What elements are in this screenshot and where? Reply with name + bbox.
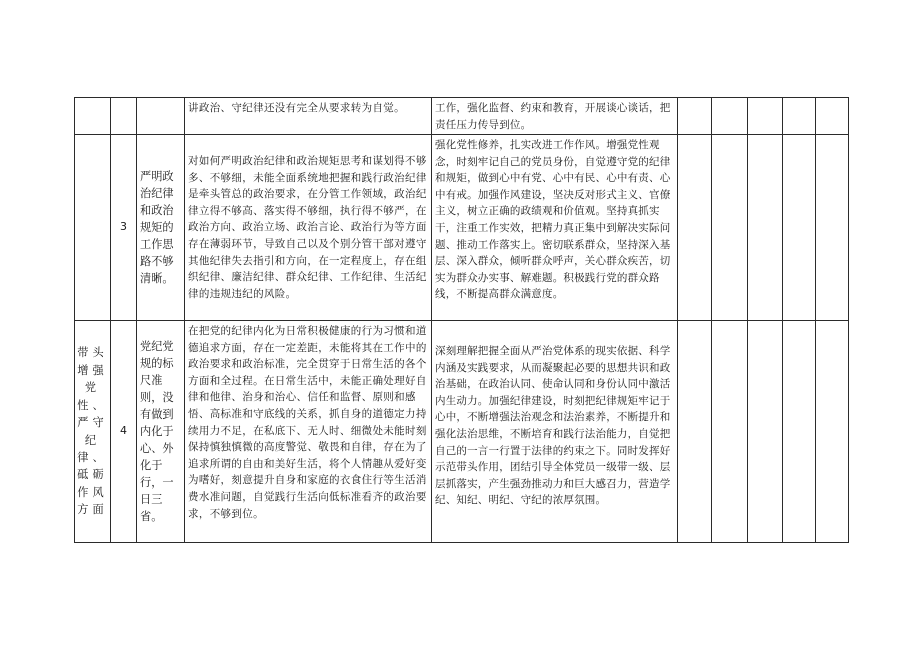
document-page <box>74 97 848 543</box>
measure-cell: 强化党性修养，扎实改进工作作风。增强党性观念，时刻牢记自己的党员身份，自觉遵守党的纪律和规矩，做到心中有党、心中有民、心中有责、心中有戒。加强作风建设，坚决反对形式主义、官僚主义，树立正确的政绩观和价值观。坚持真抓实干，注重工作实效，把精力真正集中到解决实际问题、推动工作落实上。密切联系群众，坚持深入基层、深入群众，倾听群众呼声，关心群众疾苦，切实为群众办实事、解难题。积极践行党的群众路线，不断提高群众满意度。 <box>432 135 678 321</box>
empty-cell <box>712 98 748 135</box>
number-cell <box>111 98 137 135</box>
category-label: 带头增强党性、严守纪律、砥砺作风方面 <box>77 346 108 517</box>
category-cell <box>75 321 111 543</box>
empty-cell <box>678 98 712 135</box>
empty-cell <box>712 321 748 543</box>
empty-cell <box>678 135 712 321</box>
empty-cell <box>816 321 849 543</box>
empty-cell <box>748 321 783 543</box>
table-row <box>75 321 849 543</box>
problem-cell: 对如何严明政治纪律和政治规矩思考和谋划得不够多、不够细，未能全面系统地把握和践行政治纪律是牵头管总的政治要求，在分管工作领域，政治纪律立得不够高、落实得不够细，执行得不够严，在政治方向、政治立场、政治言论、政治行为等方面存在薄弱环节，导致自己以及个别分管干部对遵守其他纪律失去指引和方向，在一定程度上，存在组织纪律、廉洁纪律、群众纪律、工作纪律、生活纪律的违规违纪的风险。 <box>185 135 432 321</box>
problem-cell: 讲政治、守纪律还没有完全从要求转为自觉。 <box>185 98 432 135</box>
problem-cell: 在把党的纪律内化为日常积极健康的行为习惯和道德追求方面，存在一定差距，未能将其在工作中的政治要求和政治标准，完全贯穿于日常生活的各个方面和全过程。在日常生活中，未能正确处理好自律和他律、治身和治心、信任和监督、原则和感悟、高标准和守底线的关系，抓自身的道德定力持续用力不足，在私底下、无人时、细微处未能时刻保持慎独慎微的高度警觉、敬畏和自律，存在为了追求所谓的自由和美好生活，将个人情趣从爱好变为嗜好，刻意提升自身和家庭的衣食住行等生活消费水准问题，自觉践行生活向低标准看齐的政治要求，不够到位。 <box>185 321 432 543</box>
category-cell <box>75 135 111 321</box>
item-cell <box>137 98 185 135</box>
table-row <box>75 135 849 321</box>
empty-cell <box>748 135 783 321</box>
empty-cell <box>783 321 816 543</box>
empty-cell <box>816 135 849 321</box>
number-cell: 4 <box>111 321 137 543</box>
empty-cell <box>678 321 712 543</box>
empty-cell <box>748 98 783 135</box>
empty-cell <box>816 98 849 135</box>
table-row <box>75 98 849 135</box>
empty-cell <box>712 135 748 321</box>
empty-cell <box>783 135 816 321</box>
rectification-table <box>74 97 849 543</box>
empty-cell <box>783 98 816 135</box>
measure-cell: 深刻理解把握全面从严治党体系的现实依据、科学内涵及实践要求，从而凝聚起必要的思想共识和政治基础，在政治认同、使命认同和身份认同中激活内生动力。加强纪律建设，时刻把纪律规矩牢记于心中，不断增强法治观念和法治素养，不断提升和强化法治思维，不断培育和践行法治能力，自觉把自己的一言一行置于法律的约束之下。同时发挥好示范带头作用，团结引导全体党员一级带一级、层层抓落实，产生强劲推动力和巨大感召力，营造学纪、知纪、明纪、守纪的浓厚氛围。 <box>432 321 678 543</box>
item-cell: 严明政治纪律和政治规矩的工作思路不够清晰。 <box>137 135 185 321</box>
number-cell: 3 <box>111 135 137 321</box>
item-cell: 党纪党规的标尺准则，没有做到内化于心、外化于行，一日三省。 <box>137 321 185 543</box>
category-cell <box>75 98 111 135</box>
measure-cell: 工作，强化监督、约束和教育，开展谈心谈话，把责任压力传导到位。 <box>432 98 678 135</box>
